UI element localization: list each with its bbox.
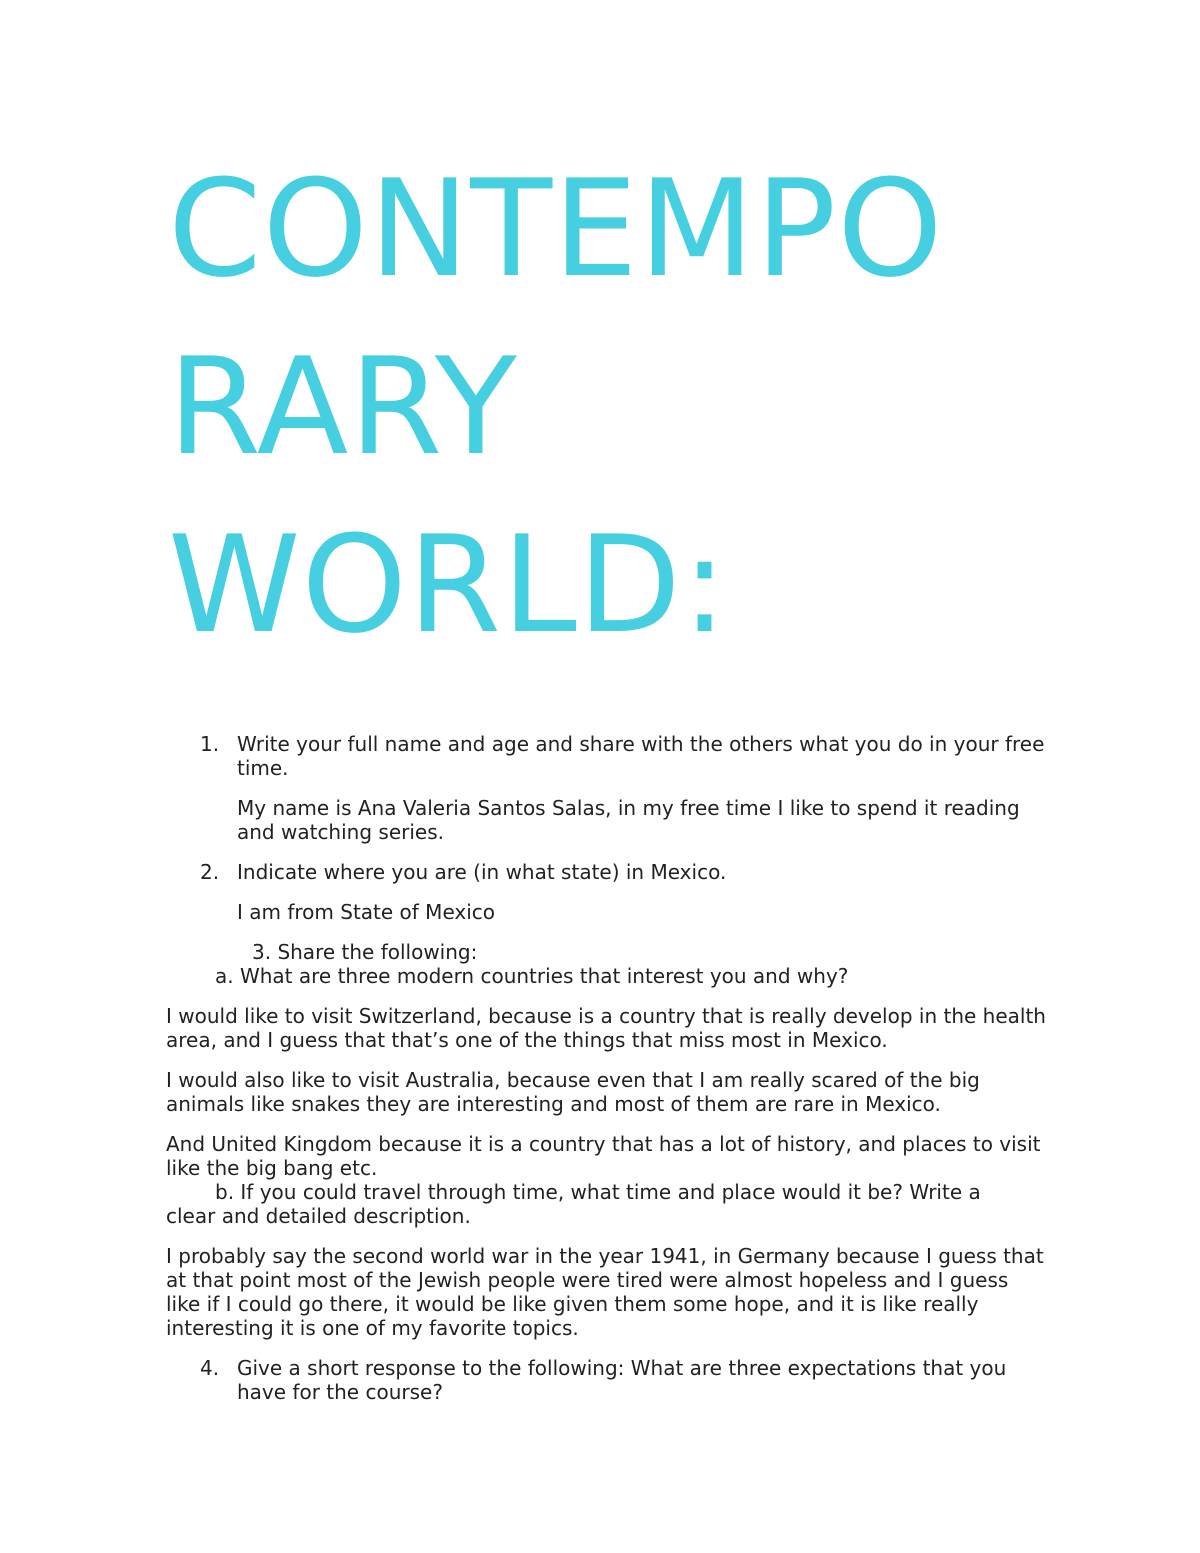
question-2 bbox=[166, 860, 1046, 884]
document-body bbox=[166, 732, 1046, 1404]
question-1-number: 1. bbox=[200, 732, 220, 756]
question-3b-start: b. If you could travel through time, what time and place would it be? Write a bbox=[215, 1180, 981, 1204]
title-line-2: RARY bbox=[168, 329, 518, 485]
question-3a: a. What are three modern countries that interest you and why? bbox=[215, 964, 849, 988]
answer-2: I am from State of Mexico bbox=[237, 900, 496, 924]
answer-1: My name is Ana Valeria Santos Salas, in my free time I like to spend it reading and watching series. bbox=[237, 796, 1020, 844]
question-4 bbox=[166, 1356, 1046, 1404]
answer-3a-australia: I would also like to visit Australia, because even that I am really scared of the big animals like snakes they are interesting and most of them are rare in Mexico. bbox=[166, 1068, 980, 1116]
question-3b-end: clear and detailed description. bbox=[166, 1204, 471, 1228]
question-1 bbox=[166, 732, 1046, 780]
document-title bbox=[168, 140, 1128, 674]
question-3-heading: 3. Share the following: bbox=[252, 940, 478, 964]
answer-3a-switzerland: I would like to visit Switzerland, because is a country that is really develop in the health area, and I guess that that’s one of the things that miss most in Mexico. bbox=[166, 1004, 1046, 1052]
title-line-1: CONTEMPO bbox=[168, 151, 944, 307]
title-line-3: WORLD: bbox=[168, 507, 729, 663]
answer-3b: I probably say the second world war in the year 1941, in Germany because I guess that at that point most of the Jewish people were tired were almost hopeless and I guess like if I could go there, it would be like given them some hope, and it is like really interesting it is one of my favorite topics. bbox=[166, 1244, 1044, 1340]
question-3b bbox=[166, 1180, 1046, 1228]
question-2-number: 2. bbox=[200, 860, 220, 884]
answer-3a-united-kingdom: And United Kingdom because it is a country that has a lot of history, and places to visit like the big bang etc. bbox=[166, 1132, 1041, 1180]
question-4-number: 4. bbox=[200, 1356, 220, 1380]
question-4-text: Give a short response to the following: What are three expectations that you have for the course? bbox=[237, 1356, 1007, 1404]
question-2-text: Indicate where you are (in what state) in Mexico. bbox=[237, 860, 727, 884]
question-1-text: Write your full name and age and share with the others what you do in your free time. bbox=[237, 732, 1045, 780]
